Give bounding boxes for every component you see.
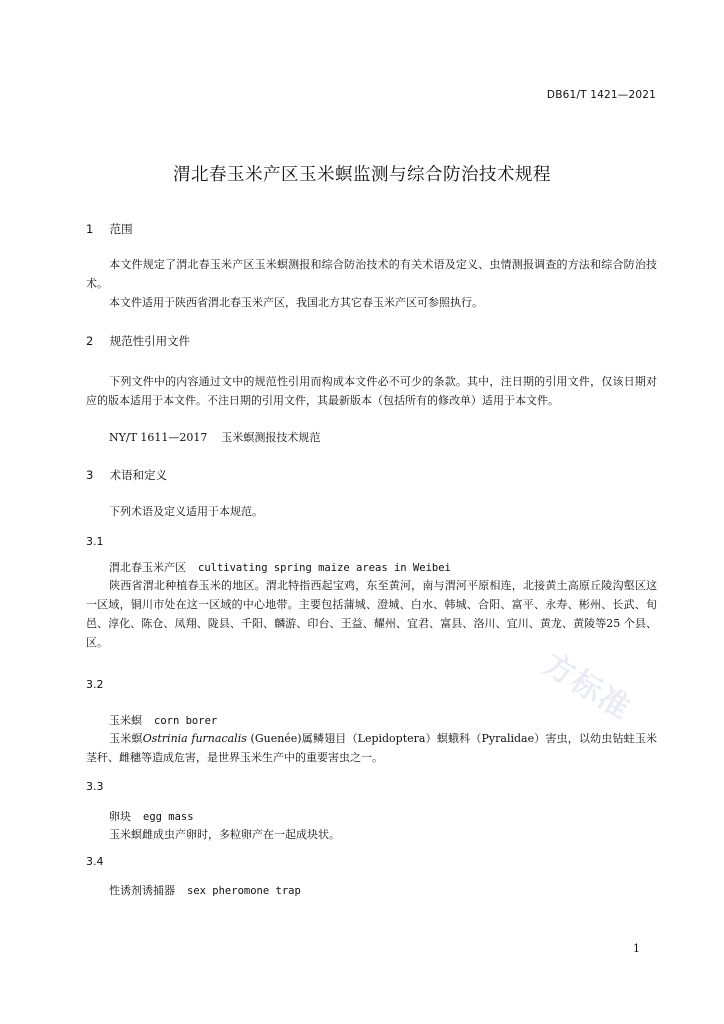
paragraph	[86, 502, 657, 521]
term-english: corn borer	[154, 715, 218, 727]
section-number: 3	[86, 468, 94, 482]
term-english: cultivating spring maize areas in Weibei	[198, 562, 451, 574]
page-number: 1	[633, 942, 640, 955]
clause-number: 3.2	[86, 678, 104, 691]
term-chinese: 性诱剂诱捕器	[109, 884, 175, 897]
term-entry	[109, 712, 217, 728]
section-heading-normative-references	[86, 333, 190, 349]
paragraph-text: 本文件适用于陕西省渭北春玉米产区，我国北方其它春玉米产区可参照执行。	[109, 296, 483, 309]
term-entry	[109, 559, 451, 575]
paragraph	[86, 293, 657, 312]
section-number: 1	[86, 222, 94, 236]
term-definition	[86, 825, 657, 844]
definition-text: 陕西省渭北种植春玉米的地区。渭北特指西起宝鸡，东至黄河，南与渭河平原相连，北接黄土高原丘陵沟壑区这一区域，铜川市处在这一区域的中心地带。主要包括蒲城、澄城、白水、韩城、合阳、富平、永寿、彬州、长武、旬邑、淳化、陈仓、凤翔、陇县、千阳、麟游、印台、王益、耀州、宜君、富县、洛川、宜川、黄龙、黄陵等25 个县、区。	[86, 579, 657, 649]
watermark: 方标准	[537, 646, 638, 728]
reference-title: 玉米螟测报技术规范	[221, 431, 321, 444]
definition-text: (Guenée)属鳞翅目（Lepidoptera）螟蛾科（Pyralidae）害虫，以幼虫钻蛀玉米茎秆、雌穗等造成危害，是世界玉米生产中的重要害虫之一。	[86, 732, 658, 764]
document-number: DB61/T 1421—2021	[546, 89, 656, 101]
section-title: 规范性引用文件	[109, 334, 191, 348]
paragraph-text: 下列术语及定义适用于本规范。	[109, 505, 263, 518]
term-definition	[86, 576, 657, 652]
clause-number: 3.3	[86, 780, 104, 793]
definition-text: 玉米螟	[109, 732, 143, 745]
section-title: 范围	[109, 222, 133, 236]
term-chinese: 玉米螟	[109, 714, 142, 727]
section-title: 术语和定义	[109, 468, 168, 482]
section-heading-scope	[86, 221, 133, 237]
paragraph	[86, 372, 657, 410]
term-chinese: 卵块	[109, 810, 131, 823]
term-english: egg mass	[143, 811, 194, 823]
section-number: 2	[86, 334, 94, 348]
reference-entry	[109, 429, 320, 445]
latin-name: Ostrinia furnacalis	[142, 732, 247, 745]
document-title: 渭北春玉米产区玉米螟监测与综合防治技术规程	[173, 165, 551, 185]
term-definition	[86, 729, 657, 767]
clause-number: 3.4	[86, 855, 104, 868]
term-chinese: 渭北春玉米产区	[109, 561, 186, 574]
section-heading-terms	[86, 467, 167, 483]
term-entry	[109, 808, 194, 824]
paragraph-text: 本文件规定了渭北春玉米产区玉米螟测报和综合防治技术的有关术语及定义、虫情测报调查的方法和综合防治技术。	[86, 258, 657, 290]
term-english: sex pheromone trap	[187, 885, 301, 897]
clause-number: 3.1	[86, 535, 104, 548]
paragraph	[86, 255, 657, 293]
definition-text: 玉米螟雌成虫产卵时，多粒卵产在一起成块状。	[109, 828, 340, 841]
reference-code: NY/T 1611—2017	[109, 431, 208, 444]
paragraph-text: 下列文件中的内容通过文中的规范性引用而构成本文件必不可少的条款。其中，注日期的引用文件，仅该日期对应的版本适用于本文件。不注日期的引用文件，其最新版本（包括所有的修改单）适用于本文件。	[86, 375, 657, 407]
term-entry	[109, 882, 301, 898]
